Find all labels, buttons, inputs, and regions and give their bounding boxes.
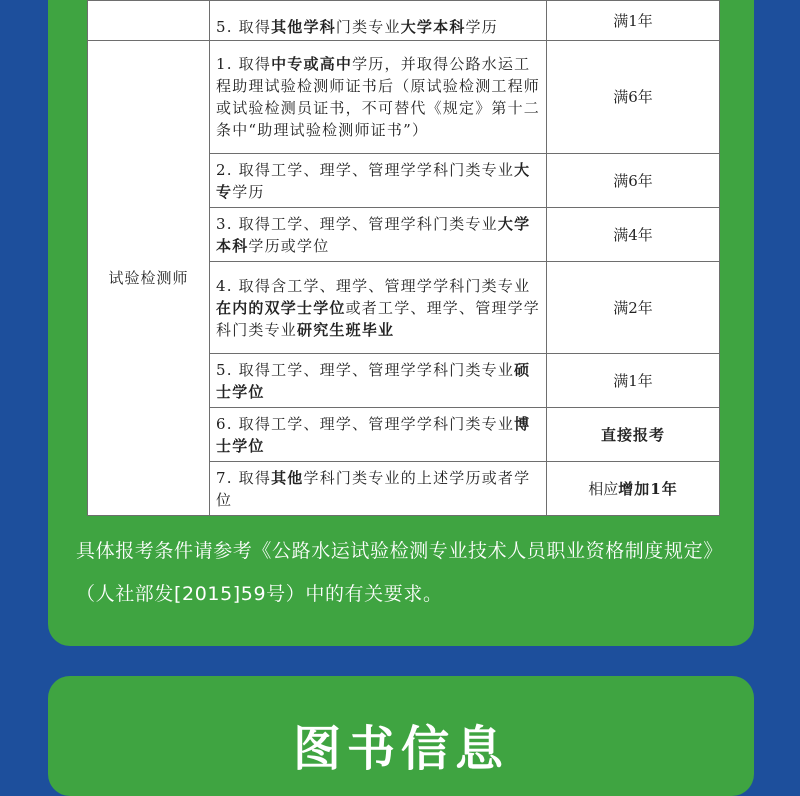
years-cell: 满4年: [547, 208, 720, 262]
qualification-cell: 5. 取得其他学科门类专业大学本科学历: [210, 1, 547, 41]
years-cell: 直接报考: [547, 408, 720, 462]
years-cell: 满6年: [547, 41, 720, 154]
years-cell: 相应增加1年: [547, 462, 720, 516]
table-row: [88, 1, 720, 41]
years-cell: 满1年: [547, 354, 720, 408]
qualification-cell: 7. 取得其他学科门类专业的上述学历或者学位: [210, 462, 547, 516]
book-info-card: [48, 676, 754, 796]
years-cell: 满1年: [547, 1, 720, 41]
years-cell: 满2年: [547, 262, 720, 354]
section-heading: 图书信息: [292, 721, 509, 777]
qualification-cell: 2. 取得工学、理学、管理学学科门类专业大专学历: [210, 154, 547, 208]
qualification-cell: 6. 取得工学、理学、管理学学科门类专业博士学位: [210, 408, 547, 462]
qualification-cell: 1. 取得中专或高中学历，并取得公路水运工程助理试验检测师证书后（原试验检测工程师或试验检测员证书，不可替代《规定》第十二条中“助理试验检测师证书”）: [210, 41, 547, 154]
qualification-cell: 4. 取得含工学、理学、管理学学科门类专业在内的双学士学位或者工学、理学、管理学学科门类专业研究生班毕业: [210, 262, 547, 354]
reference-note: 具体报考条件请参考《公路水运试验检测专业技术人员职业资格制度规定》（人社部发[2015]59号）中的有关要求。: [76, 540, 723, 605]
role-cell-previous: [88, 1, 210, 41]
qualification-cell: 5. 取得工学、理学、管理学学科门类专业硕士学位: [210, 354, 547, 408]
role-cell: 试验检测师: [88, 41, 210, 516]
qualification-cell: 3. 取得工学、理学、管理学科门类专业大学本科学历或学位: [210, 208, 547, 262]
table-row: [88, 41, 720, 154]
years-cell: 满6年: [547, 154, 720, 208]
eligibility-table: [87, 0, 719, 515]
